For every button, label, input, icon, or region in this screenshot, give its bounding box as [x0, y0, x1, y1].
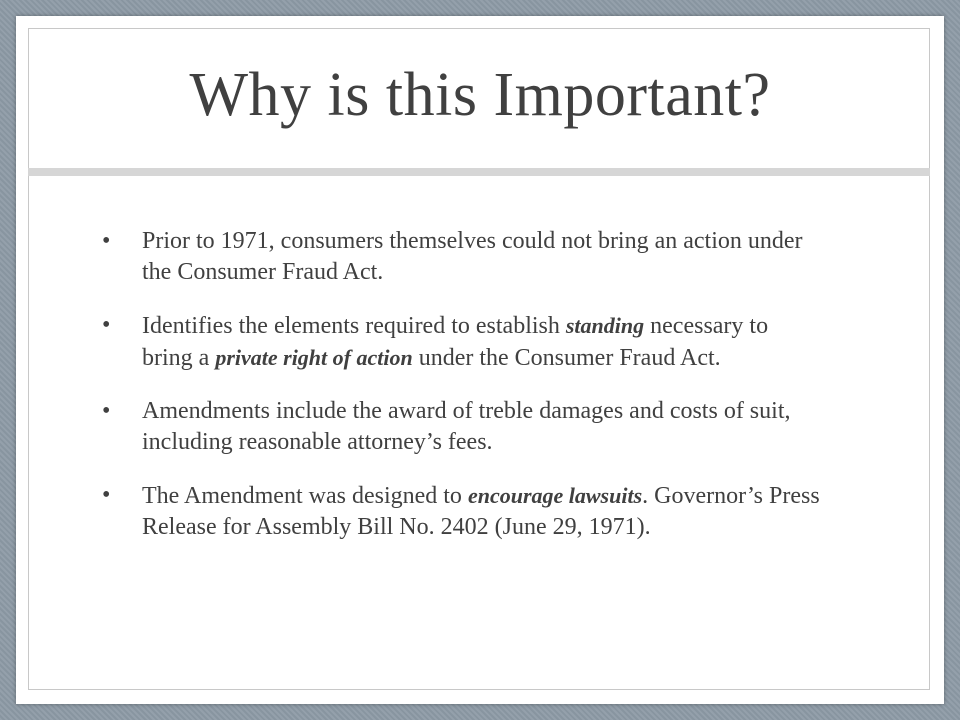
emphasis-text: private right of action — [215, 345, 413, 370]
bullet-item — [102, 310, 822, 374]
bullet-text: Amendments include the award of treble damages and costs of suit, including reasonable attorney’s fees. — [142, 398, 791, 455]
bullet-icon: • — [102, 228, 111, 254]
slide — [16, 16, 944, 704]
bullet-text: necessary to bring a — [142, 313, 769, 371]
bullet-icon: • — [102, 398, 111, 424]
bullet-text: . Governor’s Press Release for Assembly Bill No. 2402 (June 29, 1971). — [142, 483, 820, 540]
bullet-list — [102, 226, 822, 565]
bullet-item — [102, 396, 822, 458]
emphasis-text: standing — [565, 313, 645, 338]
bullet-icon: • — [102, 482, 111, 508]
bullet-icon: • — [102, 312, 111, 338]
title-area — [16, 16, 944, 166]
bullet-item — [102, 480, 822, 543]
bullet-text: under the Consumer Fraud Act. — [412, 345, 721, 371]
bullet-item — [102, 226, 822, 288]
emphasis-text: encourage lawsuits — [467, 483, 643, 508]
title-divider — [28, 168, 930, 176]
bullet-text: Prior to 1971, consumers themselves could not bring an action under the Consumer Fraud Act. — [142, 228, 803, 285]
slide-title: Why is this Important? — [189, 61, 771, 129]
bullet-text: The Amendment was designed to — [142, 483, 468, 509]
bullet-text: Identifies the elements required to establish — [142, 313, 566, 339]
